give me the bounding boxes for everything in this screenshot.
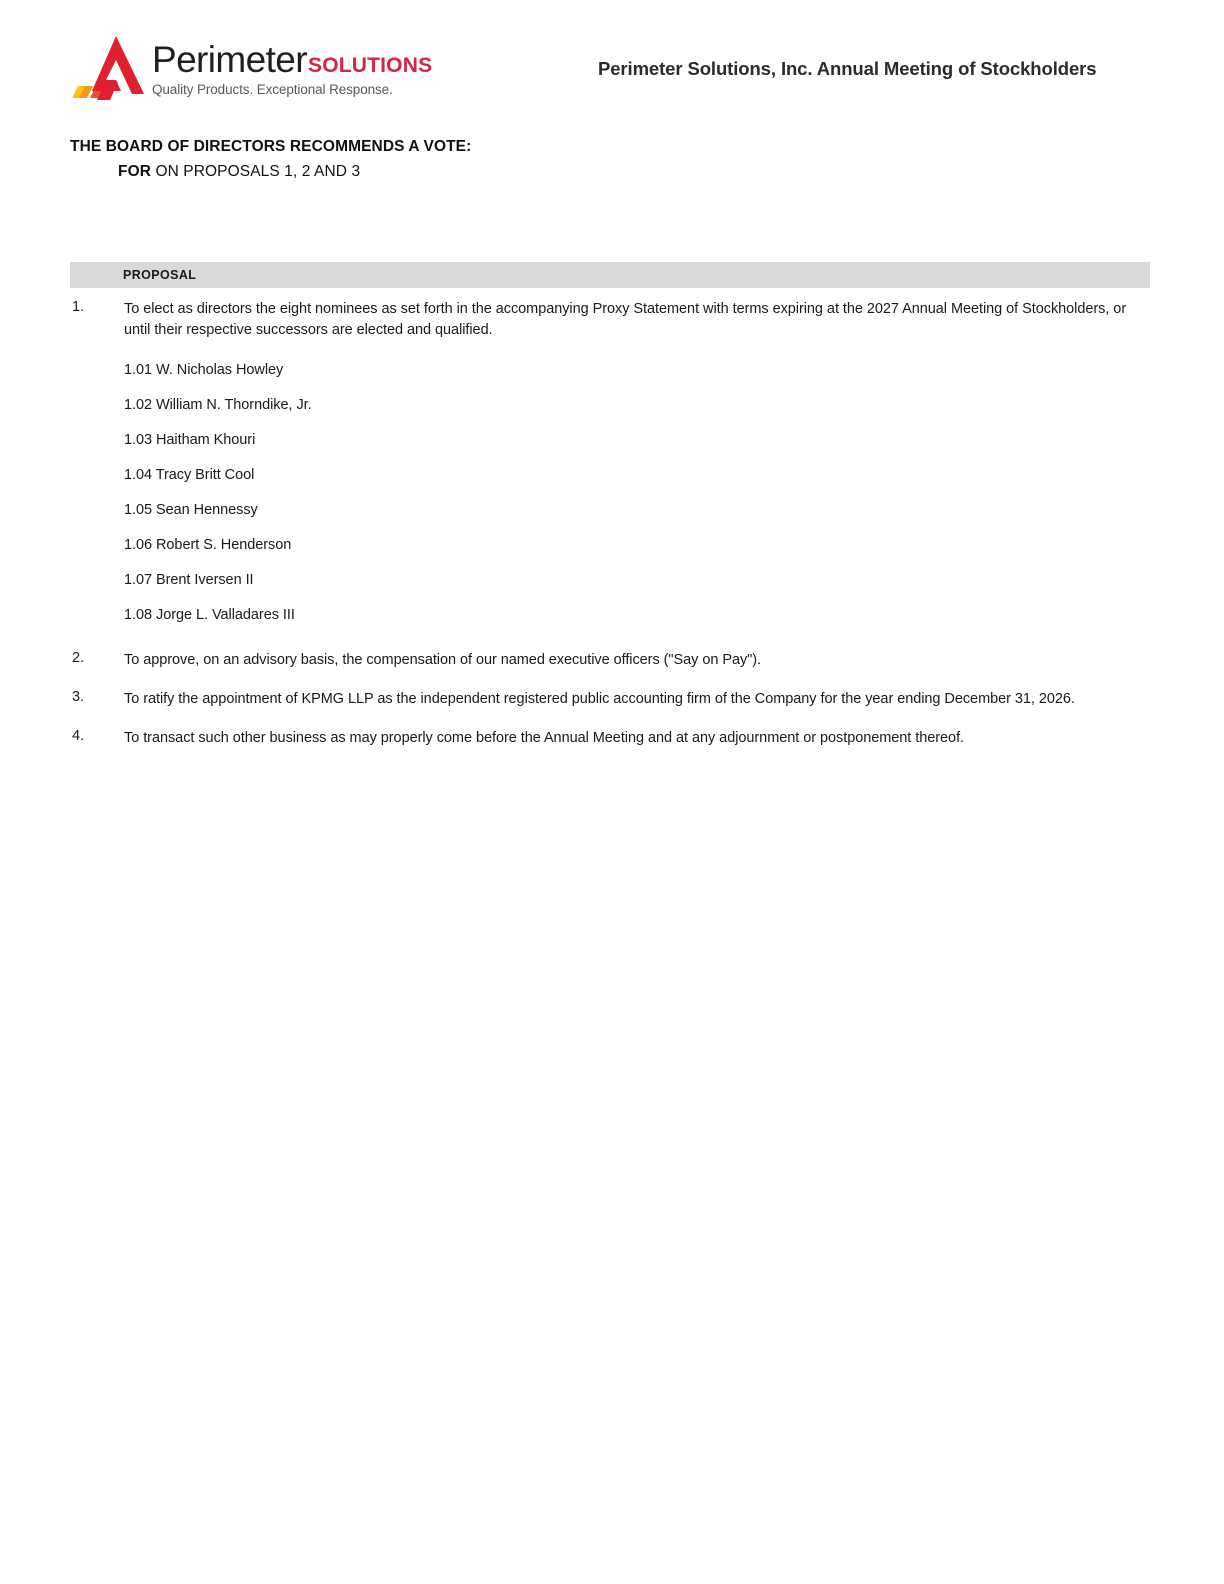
proposal-number: 4. [72,728,85,745]
proposal-table [70,262,1150,749]
list-item: 1.04 Tracy Britt Cool [124,467,255,484]
list-item: 1.01 W. Nicholas Howley [124,362,284,379]
recommendation-proposals-text: ON PROPOSALS 1, 2 AND 3 [151,163,361,180]
list-item: 1.02 William N. Thorndike, Jr. [124,397,312,414]
logo-wordmark-group [152,41,432,97]
board-recommendation [70,138,471,181]
page-header [0,0,1224,120]
table-row [70,689,1150,710]
proposal-table-header [70,262,1150,288]
logo-word-secondary: SOLUTIONS [307,54,433,77]
proposal-description: To transact such other business as may properly come before the Annual Meeting and at any adjournment or postponement thereof. [124,730,965,747]
proposal-number: 3. [72,688,85,705]
proposal-number: 1. [72,299,85,315]
list-item: 1.08 Jorge L. Valladares III [124,607,295,624]
proposal-description: To ratify the appointment of KPMG LLP as the independent registered public accounting firm of the Company for the year ending December 31, 2026. [124,690,1075,707]
page-title: Perimeter Solutions, Inc. Annual Meeting of Stockholders [598,58,1097,79]
table-row [70,299,1150,340]
perimeter-triangle-logo-icon [72,34,150,104]
logo-word-primary: Perimeter [152,39,307,80]
proposal-column-header: PROPOSAL [123,268,197,282]
logo-tagline: Quality Products. Exceptional Response. [152,82,393,97]
recommendation-detail [118,163,471,181]
company-logo [72,34,432,104]
recommendation-for-word: FOR [118,163,152,180]
list-item: 1.03 Haitham Khouri [124,432,256,449]
list-item: 1.05 Sean Hennessy [124,502,258,519]
recommendation-heading: THE BOARD OF DIRECTORS RECOMMENDS A VOTE: [70,138,472,155]
proposal-description: To approve, on an advisory basis, the compensation of our named executive officers ("Say on Pay"). [124,652,762,669]
nominee-list [124,362,1150,623]
list-item: 1.06 Robert S. Henderson [124,537,292,554]
table-row [70,728,1150,749]
list-item: 1.07 Brent Iversen II [124,572,254,589]
table-row [70,650,1150,671]
proposal-description: To elect as directors the eight nominees as set forth in the accompanying Proxy Statement with terms expiring at the 2027 Annual Meeting of Stockholders, or until their respective successors are elected and qualified. [124,301,1127,338]
proposal-number: 2. [72,650,85,667]
